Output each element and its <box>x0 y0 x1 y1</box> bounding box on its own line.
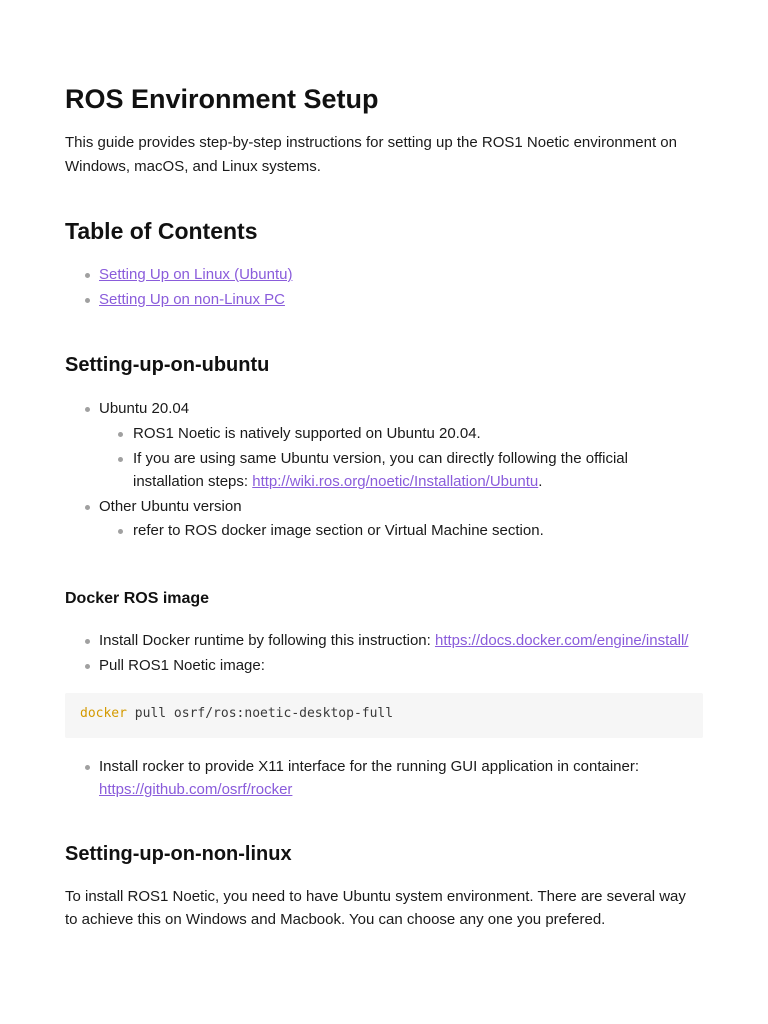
nonlinux-heading: Setting-up-on-non-linux <box>65 843 292 865</box>
ubuntu-item-other: Other Ubuntu version <box>99 498 242 515</box>
bullet-icon <box>85 298 90 303</box>
list-item <box>65 519 725 544</box>
bullet-icon <box>85 765 90 770</box>
ubuntu-sub-same-prefix: installation steps: <box>133 473 253 490</box>
docker-install-link[interactable]: https://docs.docker.com/engine/install/ <box>434 632 689 649</box>
page-title: ROS Environment Setup <box>65 84 379 114</box>
toc-item <box>65 263 705 288</box>
list-item <box>65 447 725 495</box>
ubuntu-sub-same-line2 <box>133 470 725 493</box>
ubuntu-item-2004: Ubuntu 20.04 <box>99 400 190 417</box>
ubuntu-heading: Setting-up-on-ubuntu <box>65 354 270 376</box>
bullet-icon <box>85 273 90 278</box>
toc-item <box>65 288 705 313</box>
bullet-icon <box>85 505 90 510</box>
intro-line-2: Windows, macOS, and Linux systems. <box>65 158 321 175</box>
nonlinux-line-1: To install ROS1 Noetic, you need to have Ubuntu system environment. There are several way <box>65 888 686 905</box>
toc-link-non-linux[interactable]: Setting Up on non-Linux PC <box>99 291 285 308</box>
docker-heading: Docker ROS image <box>65 590 210 607</box>
rocker-list <box>65 755 745 803</box>
rocker-text: Install rocker to provide X11 interface for the running GUI application in container: <box>99 758 640 775</box>
docker-install-text: Install Docker runtime by following this instruction: <box>99 632 435 649</box>
code-block <box>65 693 703 738</box>
list-item <box>65 629 745 654</box>
bullet-icon <box>85 664 90 669</box>
toc-link-linux[interactable]: Setting Up on Linux (Ubuntu) <box>99 266 293 283</box>
bullet-icon <box>85 407 90 412</box>
code-args: pull osrf/ros:noetic-desktop-full <box>126 706 394 721</box>
ros-wiki-link[interactable]: http://wiki.ros.org/noetic/Installation/Ubuntu <box>252 473 539 490</box>
list-item <box>65 654 745 679</box>
docker-list <box>65 629 745 679</box>
docker-pull-text: Pull ROS1 Noetic image: <box>99 657 265 674</box>
ubuntu-sub-native: ROS1 Noetic is natively supported on Ubuntu 20.04. <box>133 425 481 442</box>
list-item <box>65 495 725 519</box>
bullet-icon <box>118 529 123 534</box>
ubuntu-list <box>65 397 725 544</box>
nonlinux-line-2: to achieve this on Windows and Macbook. You can choose any one you prefered. <box>65 911 606 928</box>
bullet-icon <box>118 457 123 462</box>
bullet-icon <box>85 639 90 644</box>
list-item <box>65 397 725 422</box>
toc-heading: Table of Contents <box>65 218 258 244</box>
list-item <box>65 755 745 803</box>
code-keyword: docker <box>80 706 127 721</box>
bullet-icon <box>118 432 123 437</box>
ubuntu-sub-same-line1: If you are using same Ubuntu version, you can directly following the official <box>133 450 628 467</box>
toc-list <box>65 263 705 313</box>
list-item <box>65 422 725 447</box>
code-command <box>80 706 393 721</box>
ubuntu-sub-refer: refer to ROS docker image section or Virtual Machine section. <box>133 522 544 539</box>
ubuntu-sub-same-suffix: . <box>538 473 543 490</box>
rocker-link[interactable]: https://github.com/osrf/rocker <box>99 781 293 798</box>
intro-line-1: This guide provides step-by-step instructions for setting up the ROS1 Noetic environment on <box>65 134 677 151</box>
